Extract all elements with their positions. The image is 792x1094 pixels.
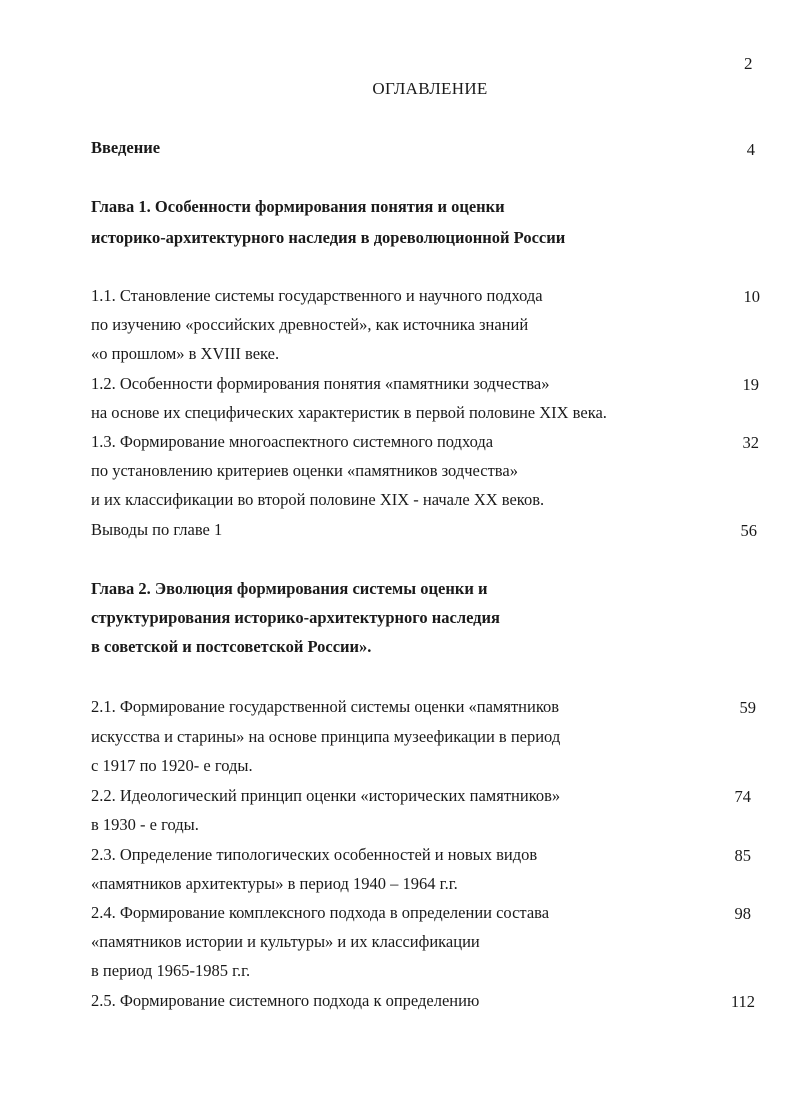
toc-entry-line: на основе их специфических характеристик в первой половине XIX века. <box>91 403 607 422</box>
chapter-heading-line: структурирования историко-архитектурного наследия <box>91 608 500 627</box>
toc-entry-page: 32 <box>742 433 759 452</box>
toc-entry-line: и их классификации во второй половине XIX - начале XX веков. <box>91 490 545 509</box>
toc-entry-line: 1.3. Формирование многоаспектного системного подхода <box>91 432 494 451</box>
toc-entry-page: 56 <box>740 521 757 540</box>
toc-entry-line: в период 1965-1985 г.г. <box>91 961 251 980</box>
toc-entry-line: Выводы по главе 1 <box>91 520 223 539</box>
toc-entry-line: 2.3. Определение типологических особенностей и новых видов <box>91 845 538 864</box>
toc-entry-line: по изучению «российских древностей», как источника знаний <box>91 315 529 334</box>
toc-entry-line: искусства и старины» на основе принципа музеефикации в период <box>91 727 561 746</box>
toc-entry-page: 98 <box>734 904 751 923</box>
toc-entry-page: 19 <box>742 375 759 394</box>
toc-entry-line: 2.1. Формирование государственной системы оценки «памятников <box>91 697 560 716</box>
toc-entry-line: 1.1. Становление системы государственного и научного подхода <box>91 286 543 305</box>
toc-entry-page: 112 <box>730 992 755 1011</box>
chapter-heading-line: историко-архитектурного наследия в дореволюционной России <box>91 228 566 247</box>
toc-entry-line: по установлению критериев оценки «памятников зодчества» <box>91 461 518 480</box>
toc-entry-page: 4 <box>746 140 755 159</box>
toc-entry-line: 1.2. Особенности формирования понятия «памятники зодчества» <box>91 374 550 393</box>
toc-entry-label: Введение <box>91 138 161 157</box>
toc-entry-line: 2.4. Формирование комплексного подхода в определении состава <box>91 903 550 922</box>
toc-entry-line: 2.5. Формирование системного подхода к определению <box>91 991 480 1010</box>
toc-entry-page: 59 <box>739 698 756 717</box>
chapter-heading-line: в советской и постсоветской России». <box>91 637 372 656</box>
toc-entry-line: с 1917 по 1920- е годы. <box>91 756 253 775</box>
toc-entry-page: 74 <box>734 787 751 806</box>
chapter-heading-line: Глава 2. Эволюция формирования системы оценки и <box>91 579 488 598</box>
toc-entry-line: в 1930 - е годы. <box>91 815 199 834</box>
toc-entry-line: 2.2. Идеологический принцип оценки «исторических памятников» <box>91 786 561 805</box>
toc-entry-page: 85 <box>734 846 751 865</box>
toc-entry-line: «памятников архитектуры» в период 1940 – 1964 г.г. <box>91 874 458 893</box>
toc-entry-line: «памятников истории и культуры» и их классификации <box>91 932 480 951</box>
page-title: ОГЛАВЛЕНИЕ <box>372 79 488 98</box>
page-number: 2 <box>744 54 753 73</box>
chapter-heading-line: Глава 1. Особенности формирования понятия и оценки <box>91 197 505 216</box>
toc-entry-line: «о прошлом» в XVIII веке. <box>91 344 280 363</box>
toc-entry-page: 10 <box>743 287 760 306</box>
